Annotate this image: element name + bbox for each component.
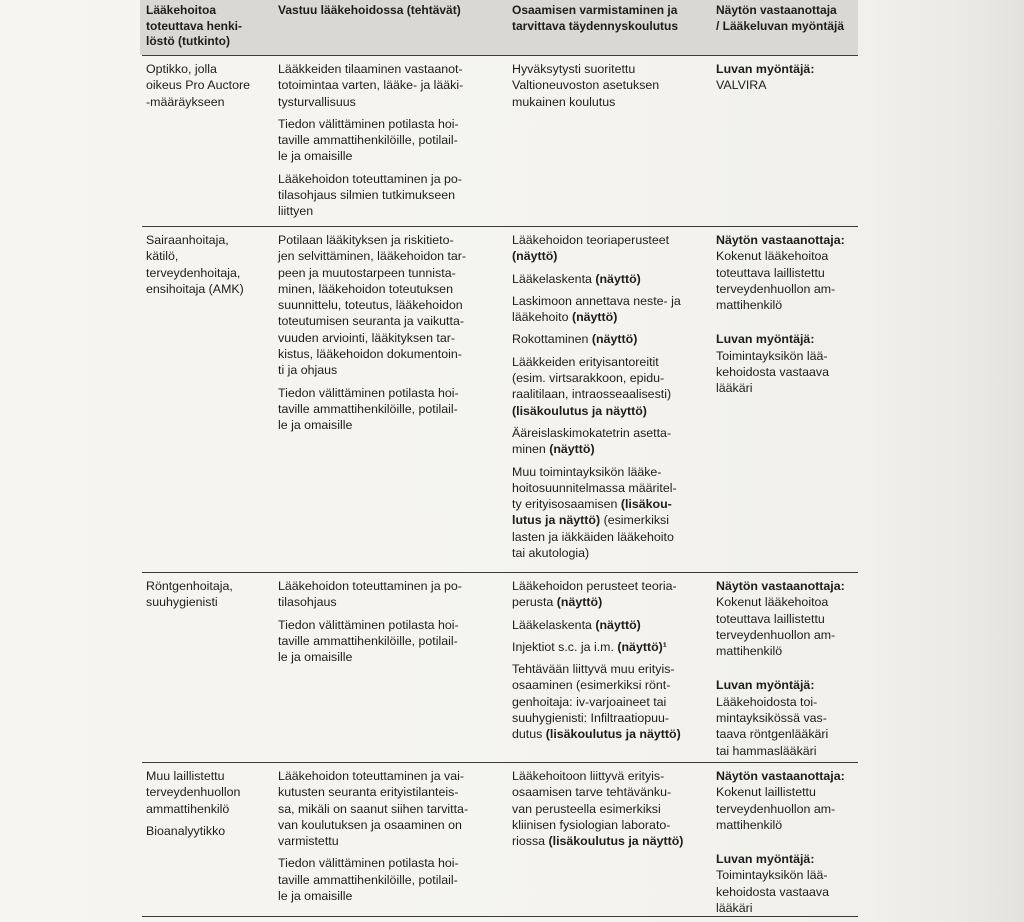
page-edge-shadow [864,0,1024,922]
text-line: Näytön vastaanottaja [716,3,837,17]
text-line: le ja omaisille [278,149,353,164]
text-line: minen, lääkehoidon toteutuksen [278,281,453,296]
text-line: Tiedon välittäminen potilasta hoi- [278,385,459,400]
responsibility-item [278,855,502,904]
competence-item [512,464,710,562]
competence-item [512,768,710,849]
row-divider [142,916,858,917]
text-line: Valtioneuvoston asetuksen [512,78,660,93]
text-line: suuhygienisti: Infiltraatiopuu- [512,711,670,726]
column-heading [278,3,502,19]
text-line: taville ammattihenkilöille, potilail- [278,401,458,416]
text-line: ty erityisosaamisen (lisäkou- [512,497,672,512]
responsibility-item [278,116,502,165]
approver-label: Näytön vastaanottaja: [716,579,845,593]
text-line: Laskimoon annettava neste- ja [512,293,681,308]
text-line: Lääkehoidon toteuttaminen ja vai- [278,769,464,783]
text-line: Sairaanhoitaja, [146,233,229,247]
text-line: hoitosuunnitelmassa määritel- [512,480,677,495]
text-line: terveydenhuollon am- [716,801,836,816]
row-3-responsibility [278,768,502,904]
row-0-approver [716,61,860,94]
personnel-title [146,578,268,611]
text-line: osaaminen (esimerkiksi rönt- [512,678,671,693]
approver-text [716,348,860,397]
text-line: van perusteella esimerkiksi [512,801,661,816]
text-line: le ja omaisille [278,889,353,904]
responsibility-item [278,171,502,220]
text-line: mukainen koulutus [512,94,616,109]
text-line: oikeus Pro Auctore [146,78,251,93]
text-line: jen selvittäminen, lääkehoidon tar- [278,249,467,264]
text-line: Muu toimintayksikön lääke- [512,464,662,479]
approver-text [716,694,860,759]
row-divider [142,762,858,763]
competence-item [512,61,710,110]
text-line: Kokenut lääkehoitoa [716,249,829,264]
text-line: toteutumisen seuranta ja vaikutta- [278,314,464,329]
text-line: tai hammaslääkäri [716,743,817,758]
competence-item [512,661,710,742]
text-line: kehoidosta vastaava [716,365,829,380]
text-line: Lääkehoidon toteuttaminen ja po- [278,579,462,593]
text-line: Rokottaminen (näyttö) [512,332,638,347]
text-line: liittyen [278,204,314,219]
responsibility-item [278,768,502,849]
text-line: Lääkelaskenta (näyttö) [512,271,641,286]
header-col3 [512,3,710,34]
personnel-title [146,823,268,839]
text-line: Lääkkeiden tilaaminen vastaanot- [278,62,463,76]
responsibility-item [278,385,502,434]
personnel-title [146,61,268,110]
text-line: sa, mikäli on saanut siihen tarvitta- [278,801,469,816]
text-line: taville ammattihenkilöille, potilail- [278,133,458,148]
competence-item [512,617,710,633]
text-line: le ja omaisille [278,418,353,433]
row-3-approver [716,768,860,916]
text-line: Osaamisen varmistaminen ja [512,3,678,17]
text-line: Lääkehoidon teoriaperusteet [512,233,670,247]
text-line: peen ja muutostarpeen tunnista- [278,265,456,280]
approver-label: Luvan myöntäjä: [716,332,815,347]
responsibility-item [278,232,502,379]
row-divider [142,55,858,56]
competence-item [512,232,710,265]
approver-text [716,77,860,93]
text-line: terveydenhuollon [146,785,241,800]
text-line: kistus, lääkehoidon dokumentoin- [278,347,462,362]
row-1-personnel [146,232,268,297]
responsibility-item [278,617,502,666]
text-line: minen (näyttö) [512,442,595,457]
row-3-competence [512,768,710,849]
approver-text [716,248,860,313]
text-line: Hyväksytysti suoritettu [512,62,636,76]
row-2-responsibility [278,578,502,665]
approver-label: Luvan myöntäjä: [716,62,815,76]
text-line: suunnittelu, toteutus, lääkehoidon [278,298,463,313]
text-line: mattihenkilö [716,644,783,659]
column-heading [512,3,710,34]
text-line: tilasohjaus [278,595,337,610]
column-heading [716,3,860,34]
text-line: Bioanalyytikko [146,823,226,838]
approver-label: Näytön vastaanottaja: [716,769,845,783]
text-line: Potilaan lääkityksen ja riskitieto- [278,233,454,247]
competence-item [512,354,710,419]
row-0-responsibility [278,61,502,220]
text-line: taville ammattihenkilöille, potilail- [278,633,458,648]
text-line: ammattihenkilö [146,801,230,816]
text-line: Muu laillistettu [146,769,225,783]
row-1-approver [716,232,860,397]
text-line: Lääkehoitoa [146,3,217,17]
text-line: Lääkehoitoon liittyvä erityis- [512,769,665,783]
text-line: lääkehoito (näyttö) [512,310,618,325]
text-line: van koulutuksen ja osaaminen on [278,817,462,832]
row-2-approver [716,578,860,759]
text-line: osaamisen tarve tehtävänku- [512,785,672,800]
header-col4 [716,3,860,34]
competence-item [512,271,710,287]
text-line: tysturvallisuus [278,94,356,109]
text-line: le ja omaisille [278,650,353,665]
text-line: Tehtävään liittyvä muu erityis- [512,662,675,677]
approver-label: Näytön vastaanottaja: [716,233,845,247]
approver-label: Luvan myöntäjä: [716,678,815,693]
text-line: ti ja ohjaus [278,363,338,378]
personnel-title [146,232,268,297]
text-line: Röntgenhoitaja, [146,579,233,593]
row-2-competence [512,578,710,743]
text-line: Lääkehoidon perusteet teoria- [512,579,677,593]
text-line: suuhygienisti [146,595,218,610]
text-line: toteuttava laillistettu [716,611,825,626]
approver-text [716,867,860,916]
text-line: dutus (lisäkoulutus ja näyttö) [512,727,681,742]
row-1-competence [512,232,710,561]
text-line: Lääkelaskenta (näyttö) [512,617,641,632]
text-line: Ääreislaskimokatetrin asetta- [512,425,672,440]
row-divider [142,572,858,573]
text-line: Toimintayksikön lää- [716,348,828,363]
text-line: varmistettu [278,834,339,849]
competence-item [512,331,710,347]
competence-item [512,578,710,611]
text-line: löstö (tutkinto) [146,34,230,48]
text-line: Toimintayksikön lää- [716,868,828,883]
text-line: vuuden arviointi, lääkityksen tar- [278,330,455,345]
competence-item [512,425,710,458]
text-line: Lääkehoidon toteuttaminen ja po- [278,171,462,186]
text-line: Kokenut lääkehoitoa [716,595,829,610]
text-line: -määräykseen [146,94,225,109]
competence-item [512,293,710,326]
row-1-responsibility [278,232,502,434]
approver-text [716,784,860,833]
text-line: kliinisen fysiologian laborato- [512,817,671,832]
text-line: taville ammattihenkilöille, potilail- [278,872,458,887]
text-line: terveydenhoitaja, [146,265,241,280]
text-line: Lääkkeiden erityisantoreitit [512,354,659,369]
text-line: lääkäri [716,901,753,916]
text-line: Vastuu lääkehoidossa (tehtävät) [278,3,461,17]
text-line: mattihenkilö [716,817,783,832]
text-line: Optikko, jolla [146,62,217,76]
text-line: ensihoitaja (AMK) [146,281,244,296]
text-line: taava röntgenlääkäri [716,727,829,742]
text-line: lääkäri [716,381,753,396]
responsibility-item [278,61,502,110]
text-line: tilasohjaus silmien tutkimukseen [278,188,455,203]
text-line: lasten ja iäkkäiden lääkehoito [512,529,674,544]
text-line: Tiedon välittäminen potilasta hoi- [278,617,459,632]
approver-label: Luvan myöntäjä: [716,852,815,867]
text-line: lutus ja näyttö) (esimerkiksi [512,513,669,528]
header-col2 [278,3,502,19]
text-line: terveydenhuollon am- [716,281,836,296]
text-line: kehoidosta vastaava [716,884,829,899]
competence-item [512,639,710,655]
text-line: kätilö, [146,249,179,264]
text-line: genhoitaja: iv-varjoaineet tai [512,694,667,709]
text-line: VALVIRA [716,78,767,93]
row-3-personnel [146,768,268,839]
text-line: tai akutologia) [512,546,590,561]
text-line: toteuttava henki- [146,18,243,33]
row-0-competence [512,61,710,110]
text-line: Tiedon välittäminen potilasta hoi- [278,116,459,131]
text-line: / Lääkeluvan myöntäjä [716,18,845,33]
text-line: totoimintaa varten, lääke- ja lääki- [278,78,464,93]
text-line: riossa (lisäkoulutus ja näyttö) [512,834,684,849]
text-line: perusta (näyttö) [512,595,603,610]
personnel-title [146,768,268,817]
row-2-personnel [146,578,268,611]
text-line: mintayksikössä vas- [716,711,827,726]
text-line: (esim. virtsarakkoon, epidu- [512,371,665,386]
text-line: raalitilaan, intraosseaalisesti) [512,387,672,402]
text-line: (lisäkoulutus ja näyttö) [512,403,647,418]
text-line: Lääkehoidosta toi- [716,694,818,709]
text-line: tarvittava täydennyskoulutus [512,18,679,33]
text-line: toteuttava laillistettu [716,265,825,280]
text-line: terveydenhuollon am- [716,627,836,642]
text-line: mattihenkilö [716,298,783,313]
row-divider [142,226,858,227]
text-line: (näyttö) [512,249,558,264]
row-0-personnel [146,61,268,110]
text-line: Injektiot s.c. ja i.m. (näyttö)¹ [512,639,667,654]
responsibility-item [278,578,502,611]
header-col1 [146,3,268,50]
column-heading [146,3,268,50]
text-line: kutusten seuranta erityistilanteis- [278,785,459,800]
text-line: Tiedon välittäminen potilasta hoi- [278,856,459,871]
text-line: Kokenut laillistettu [716,785,816,800]
approver-text [716,594,860,659]
